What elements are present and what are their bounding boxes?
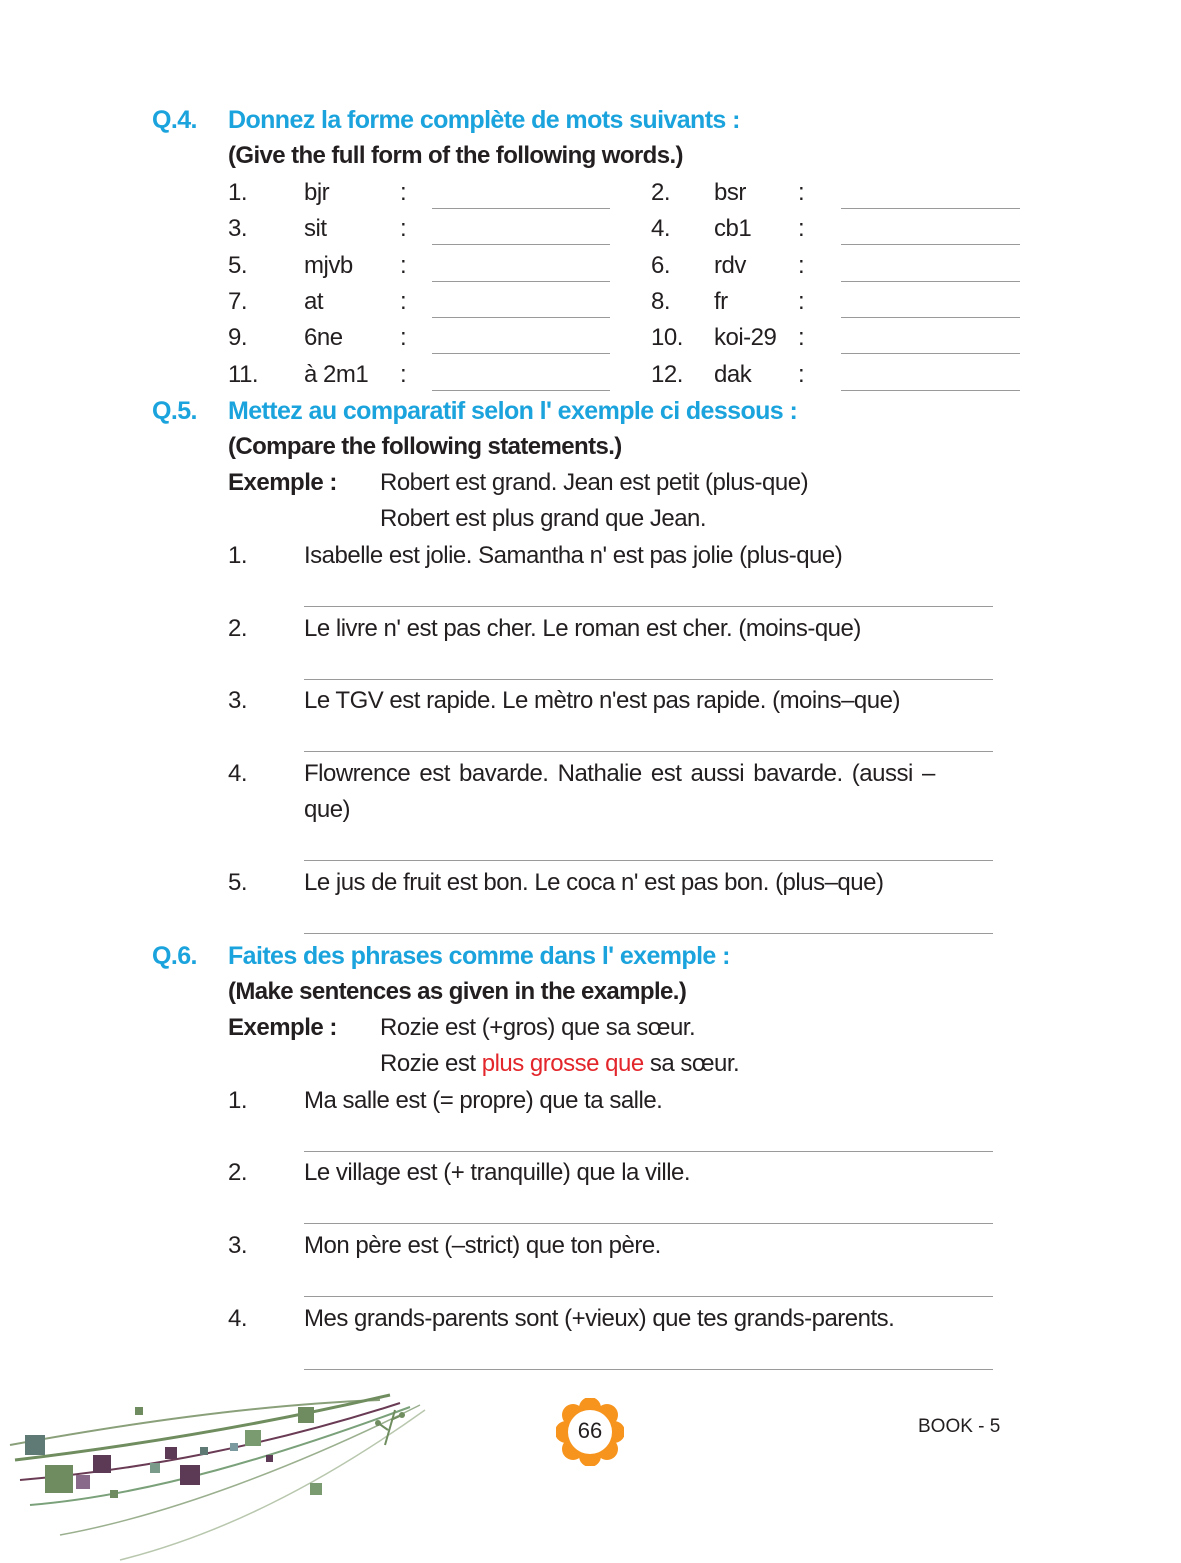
q4-answer-line[interactable] [841,281,1020,282]
q4-answer-line[interactable] [841,244,1020,245]
q4-item-word: sit [304,215,327,242]
q4-item-word: bsr [714,179,746,206]
q6-item-text: Mes grands-parents sont (+vieux) que tes grands-parents. [304,1305,895,1332]
q5-answer-line[interactable] [304,860,993,861]
q4-item-number: 2. [651,179,671,206]
q4-colon: : [400,361,407,388]
q4-answer-line[interactable] [841,317,1020,318]
q6-item-text: Mon père est (–strict) que ton père. [304,1232,661,1259]
q6-example-line1: Rozie est (+gros) que sa sœur. [380,1014,696,1041]
q4-colon: : [400,215,407,242]
q4-colon: : [400,324,407,351]
q5-item-number: 3. [228,687,248,714]
q5-item-text: Isabelle est jolie. Samantha n' est pas jolie (plus-que) [304,542,843,569]
q5-example-line1: Robert est grand. Jean est petit (plus-que) [380,469,809,496]
q6-item-number: 1. [228,1087,248,1114]
decorative-swirl-graphic [0,1385,430,1563]
q6-item-number: 2. [228,1159,248,1186]
q4-item-word: bjr [304,179,330,206]
q4-item-number: 10. [651,324,683,351]
q5-item-text: Flowrence est bavarde. Nathalie est aussi bavarde. (aussi – [304,760,935,787]
q5-item-number: 5. [228,869,248,896]
q4-colon: : [400,179,407,206]
q6-example-highlight: plus grosse que [481,1050,644,1077]
q4-answer-line[interactable] [432,281,610,282]
q4-colon: : [798,215,805,242]
q4-item-word: fr [714,288,728,315]
q5-answer-line[interactable] [304,679,993,680]
q4-answer-line[interactable] [432,317,610,318]
q6-item-text: Le village est (+ tranquille) que la ville. [304,1159,691,1186]
q4-item-word: at [304,288,324,315]
q4-answer-line[interactable] [432,208,610,209]
q4-colon: : [798,179,805,206]
q6-answer-line[interactable] [304,1296,993,1297]
q4-item-word: mjvb [304,252,353,279]
q4-item-word: rdv [714,252,746,279]
q4-item-number: 1. [228,179,248,206]
q4-colon: : [798,324,805,351]
q6-answer-line[interactable] [304,1223,993,1224]
q4-item-number: 12. [651,361,683,388]
q4-answer-line[interactable] [841,208,1020,209]
q4-item-number: 8. [651,288,671,315]
q4-answer-line[interactable] [841,353,1020,354]
q4-number: Q.4. [152,106,197,134]
q5-item-text: Le jus de fruit est bon. Le coca n' est pas bon. (plus–que) [304,869,884,896]
q4-item-word: dak [714,361,752,388]
q6-number: Q.6. [152,942,197,970]
q4-answer-line[interactable] [432,390,610,391]
q5-item-number: 1. [228,542,248,569]
page-number: 66 [577,1418,603,1443]
q4-answer-line[interactable] [841,390,1020,391]
q5-number: Q.5. [152,397,197,425]
q5-example-label: Exemple : [228,469,337,496]
q5-item-text: Le TGV est rapide. Le mètro n'est pas rapide. (moins–que) [304,687,900,714]
book-label: BOOK - 5 [918,1416,1001,1437]
q4-colon: : [798,288,805,315]
q5-answer-line[interactable] [304,606,993,607]
q6-subtitle: (Make sentences as given in the example.) [228,978,687,1005]
q4-subtitle: (Give the full form of the following words.) [228,142,683,169]
q5-answer-line[interactable] [304,751,993,752]
q5-item-number: 4. [228,760,248,787]
q4-answer-line[interactable] [432,353,610,354]
q4-colon: : [400,252,407,279]
q4-item-word: koi-29 [714,324,777,351]
q6-item-text: Ma salle est (= propre) que ta salle. [304,1087,663,1114]
q4-item-word: à 2m1 [304,361,369,388]
q4-item-number: 4. [651,215,671,242]
q6-answer-line[interactable] [304,1369,993,1370]
q6-example-line2-post: sa sœur. [643,1050,740,1077]
q4-answer-line[interactable] [432,244,610,245]
q5-title: Mettez au comparatif selon l' exemple ci dessous : [228,397,798,425]
q5-item-number: 2. [228,615,248,642]
q4-colon: : [798,252,805,279]
q4-item-number: 5. [228,252,248,279]
q4-item-number: 7. [228,288,248,315]
q4-item-number: 3. [228,215,248,242]
q4-item-word: cb1 [714,215,752,242]
q5-subtitle: (Compare the following statements.) [228,433,622,460]
q4-item-number: 11. [228,361,259,388]
q5-item-text-continued: que) [304,796,351,823]
q6-example-line2 [380,1050,739,1078]
q4-title: Donnez la forme complète de mots suivants : [228,106,740,134]
q5-item-text: Le livre n' est pas cher. Le roman est cher. (moins-que) [304,615,861,642]
q6-item-number: 4. [228,1305,248,1332]
q6-example-line2-pre: Rozie est [380,1050,482,1077]
q4-colon: : [400,288,407,315]
q4-item-number: 9. [228,324,248,351]
q6-title: Faites des phrases comme dans l' exemple : [228,942,730,970]
q6-example-label: Exemple : [228,1014,337,1041]
q5-answer-line[interactable] [304,933,993,934]
q6-answer-line[interactable] [304,1151,993,1152]
q5-example-line2: Robert est plus grand que Jean. [380,505,707,532]
q4-colon: : [798,361,805,388]
q6-item-number: 3. [228,1232,248,1259]
q4-item-word: 6ne [304,324,343,351]
q4-item-number: 6. [651,252,671,279]
